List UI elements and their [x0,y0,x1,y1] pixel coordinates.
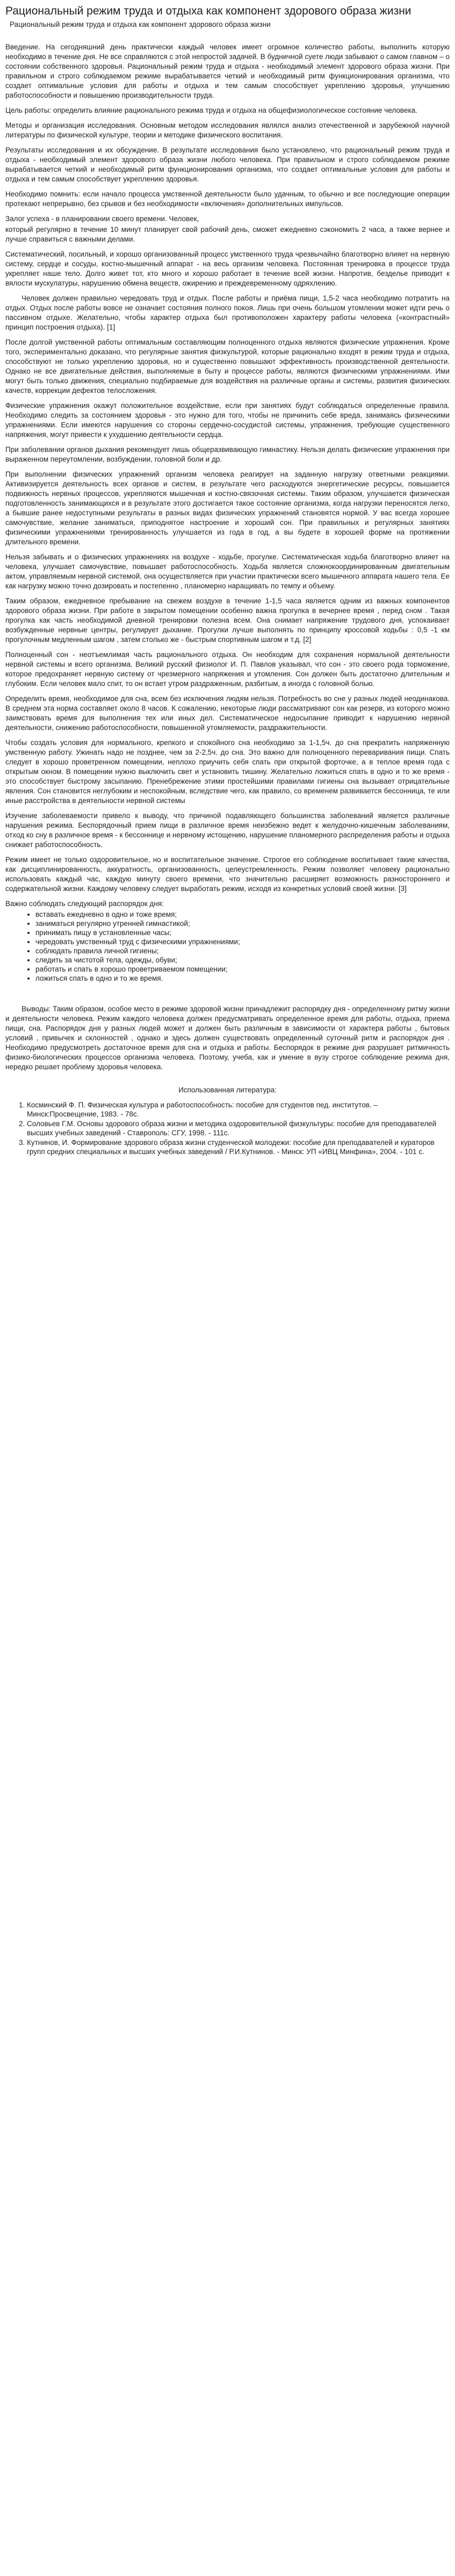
paragraph-sleep: Полноценный сон - неотъемлимая часть рационального отдыха. Он необходим для сохранения нормальной деятельности нервной системы и всего организма. Великий русский физиолог И. П. Павлов указывал, что сон - это своего рода торможение, которое предохраняет нервную систему от чрезмерного напряжения и утомления. Сон должен быть достаточно длительным и глубоким. Если человек мало спит, то он встает утром раздраженным, разбитым, а иногда с головной болью. [5,651,450,688]
paragraph-physical: Физические упражнения окажут положительное воздействие, если при занятиях будут соблюдаться определенные правила. Необходимо следить за состоянием здоровья - это нужно для того, чтобы не причинить себе вреда, занимаясь физическими упражнениями. Если имеются нарушения со стороны сердечно-сосудистой системы, упражнения, требующие существенного напряжения, могут привести к ухудшению деятельности сердца. [5,402,450,439]
list-item: • заниматься регулярно утренней гимнастикой; [35,919,450,928]
reference-item: 3. Кутнинов, И. Формирование здорового образа жизни студенческой молодежи: пособие для преподавателей и кураторов групп средних специальных и высших учебных заведений / Р.И.Кутнинов. - Минск: УП «ИВЦ Минфина», 2004. - 101 с. [27,1138,450,1156]
list-item: • принимать пищу в установленные часы; [35,928,450,937]
paragraph-goal: Цель работы: определить влияние рационального режима труда и отдыха на общефизиологическое состояние человека. [5,106,417,114]
paragraph-conditions: Чтобы создать условия для нормального, крепкого и спокойного сна необходимо за 1-1,5ч. до сна прекратить напряженную умственную работу. Ужинать надо не позднее, чем за 2-2,5ч. до сна. Это важно для полноценного переваривания пищи. Спать следует в хорошо проветренном помещении, неплохо приучить себя спать при открытой форточке, а в теплое время года с открытым окном. В помещении нужно выключить свет и установить тишину. Желательно ложиться спать в одно и то же время - это способствует быстрому засыпанию. Пренебрежение этими простейшими правилами гигиены сна вызывает отрицательные явления. Сон становится неглубоким и неспокойным, вследствие чего, как правило, со временем развивается бессонница, те или иные расстройства в деятельности нервной системы [5,739,450,805]
paragraph-walking: Нельзя забывать и о физических упражнениях на воздухе - ходьбе, прогулке. Систематическая ходьба благотворно влияет на человека, улучшает самочувствие, повышает работоспособность. Ходьба является сложнокоординированным двигательным актом, управляемым нервной системой, она осуществляется при участии практически всего мышечного аппарата нашего тела. Ее как нагрузку можно точно дозировать и постепенно , планомерно наращивать по темпу и объему. [5,553,450,590]
list-intro: Важно соблюдать следующий распорядок дня: [5,900,164,908]
paragraph-methods: Методы и организация исследования. Основным методом исследования являлся анализ отечественной и зарубежной научной литературы по физической культуре, теории и методике физического воспитания. [5,121,450,139]
list-item: • следить за чистотой тела, одежды, обуви; [35,955,450,965]
reference-item: 1. Косминский Ф. П. Физическая культура и работоспособность: пособие для студентов пед. институтов. – Минск:Просвещение, 1983. - 78с. [27,1100,450,1119]
paragraph-conclusion: Выводы: Таким образом, особое место в режиме здоровой жизни принадлежит распорядку дня - определенному ритму жизни и деятельности человека. Режим каждого человека должен предусматривать определенное время для работы, отдыха, приема пищи, сна. Распорядок дня у разных людей может и должен быть различным в зависимости от характера работы , бытовых условий , привычек и склонностей , однако и здесь должен существовать определенный суточный ритм и распорядок дня . Необходимо предусмотреть достаточное время для сна и отдыха и работы. Беспорядок в режиме дня разрушает ритмичность физико-биологических процессов организма человека. Поэтому, учеба, как и умение в вузу строгое соблюдение режима дня, нередко решает проблему здоровья человека. [5,1005,450,1071]
list-item: • чередовать умственный труд с физическими упражнениями; [35,937,450,946]
paragraph-system: Систематический, посильный, и хорошо организованный процесс умственного труда чрезвычайно благотворно влияет на нервную систему, сердце и сосуды, костно-мышечный аппарат - на весь организм человека. Постоянная тренировка в процессе труда укрепляет наше тело. Долго живет тот, кто много и хорошо работает в течение всей жизни. Напротив, безделье приводит к вялости мускулатуры, нарушению обмена веществ, ожирению и преждевременному одряхлению. [5,250,450,287]
paragraph-training: При выполнении физических упражнений организм человека реагирует на заданную нагрузку ответными реакциями. Активизируется деятельность всех органов и систем, в результате чего расходуются энергетические ресурсы, повышается подвижность нервных процессов, укрепляются мышечная и костно-связочная системы. Таким образом, улучшается физическая подготовленность занимающихся и в результате этого достигается такое состояние организма, когда нагрузки переносятся легко, а бывшие ранее недоступными результаты в разных видах физических упражнений становятся нормой. У вас всегда хорошее самочувствие, желание заниматься, приподнятое настроение и хороший сон. При правильных и регулярных занятиях физическими упражнениями тренированность улучшается из года в год, а вы будете в хорошей форме на протяжении длительного времени. [5,470,450,546]
list-item: • работать и спать в хорошо проветриваемом помещении; [35,965,450,974]
reference-item: 2. Соловьев Г.М. Основы здорового образа жизни и методика оздоровительной физкультуры: пособие для преподавателей высших учебных заведений - Ставрополь: СГУ, 1998. - 111с. [27,1119,450,1137]
paragraph-studies: Изучение заболеваемости привело к выводу, что причиной подавляющего большинства заболеваний является различные нарушения режима. Беспорядочный прием пищи в различное время неизбежно ведет к желудочно-кишечным заболеваниям, отход ко сну в различное время - к бессоннице и нервному истощению, нарушение планомерного распределения работы и отдыха снижает работоспособность. [5,812,450,849]
list-item: • ложиться спать в одно и то же время. [35,974,450,983]
paragraph-important: Необходимо помнить: если начало процесса умственной деятельности было удачным, то обычно и все последующие операции протекают непрерывно, без срывов и без необходимости «включения» дополнительных импульсов. [5,190,450,208]
paragraph-rest: Человек должен правильно чередовать труд и отдых. После работы и приёма пищи, 1,5-2 часа необходимо потратить на отдых. Отдых после работы вовсе не означает состояния полного покоя. Лишь при очень большом утомлении может идти речь о пассивном отдыхе. Желательно, чтобы характер отдыха был противоположен характеру работы человека («контрастный» принцип построения отдыха). [1] [5,294,450,331]
references-title: Использованная литература: [178,1086,277,1094]
paragraph-evening: Таким образом, ежедневное пребывание на свежем воздухе в течение 1-1,5 часа является одним из важных компонентов здорового образа жизни. При работе в закрытом помещении особенно важна прогулка в вечернее время , перед сном . Такая прогулка как часть необходимой дневной тренировки полезна всем. Она снимает напряжение трудового дня, успокаивает возбужденные нервные центры, регулирует дыхание. Прогулки лучше выполнять по принципу кроссовой ходьбы : 0,5 -1 км прогулочным медленным шагом , затем столько же - быстрым спортивным шагом и т.д. [2] [5,597,450,644]
paragraph-regime: Режим имеет не только оздоровительное, но и воспитательное значение. Строгое его соблюдение воспитывает такие качества, как дисциплинированность, аккуратность, организованность, целеустремленность. Режим позволяет человеку рационально использовать каждый час, каждую минуту своего времени, что значительно расширяет возможность разностороннего и содержательной жизни. Каждому человеку следует выработать режим, исходя из конкретных условий своей жизни. [3] [5,856,450,893]
paragraph-plan-line: Залог успеха - в планировании своего времени. Человек, [5,215,199,223]
references-list [5,1100,450,1156]
daily-routine-list [5,910,450,983]
list-item: • вставать ежедневно в одно и тоже время; [35,910,450,919]
paragraph-intro: Введение. На сегодняшний день практически каждый человек имеет огромное количество работы, выполнить которую необходимо в течение дня. Не все справляются с этой непростой задачей. В будничной суете люди забывают о самом главном – о состоянии собственного здоровья. Рациональный режим труда и отдыха - необходимый элемент здорового образа жизни. При правильном и строго соблюдаемом режиме вырабатывается четкий и необходимый ритм функционирования организма, что создает оптимальные условия для работы и отдыха и тем самым способствует укреплению здоровья, улучшению работоспособности и повышению производительности труда. [5,43,450,99]
paragraph-results: Результаты исследования и их обсуждение. В результате исследования было установлено, что рациональный режим труда и отдыха - необходимый элемент здорового образа жизни любого человека. При правильном и строго соблюдаемом режиме вырабатывается четкий и необходимый ритм функционирования организма, что создает оптимальные условия для работы и отдыха и тем самым способствует укреплению здоровья. [5,146,450,183]
page-subtitle: Рациональный режим труда и отдыха как компонент здорового образа жизни [10,20,271,28]
paragraph-plan: который регулярно в течение 10 минут планирует свой рабочий день, сможет ежедневно сэкономить 2 часа, а также вернее и лучше справиться с важными делами. [5,225,450,243]
paragraph-disease: При заболевании органов дыхания рекомендует лишь общеразвивающую гимнастику. Нельзя делать физические упражнения при выраженном переутомлении, возбуждении, головной боли и др. [5,446,450,463]
article [0,0,455,1170]
paragraph-sleep-need: Определить время, необходимое для сна, всем без исключения людям нельзя. Потребность во сне у разных людей неодинакова. В среднем эта норма составляет около 8 часов. К сожалению, некоторые люди рассматривают сон как резерв, из которого можно заимствовать время для выполнения тех или иных дел. Систематическое недосыпание приводит к нарушению нервной деятельности, снижению работоспособности, повышенной утомляемости, раздражительности. [5,695,450,732]
page-title: Рациональный режим труда и отдыха как компонент здорового образа жизни [5,5,411,17]
paragraph-mental: После долгой умственной работы оптимальным составляющим полноценного отдыха являются физические упражнения. Кроме того, экспериментально доказано, что регулярные занятия физкультурой, которые рационально входят в режим труда и отдыха, способствуют не только укреплению здоровья, но и существенно повышают эффективность производственной деятельности. Однако не все двигательные действия, выполняемые в быту и процессе работы, являются физическими упражнениями. Ими могут быть только движения, специально подбираемые для воздействия на различные органы и системы, развития физических качеств, коррекции дефектов телосложения. [5,338,450,395]
list-item: • соблюдать правила личной гигиены; [35,946,450,955]
